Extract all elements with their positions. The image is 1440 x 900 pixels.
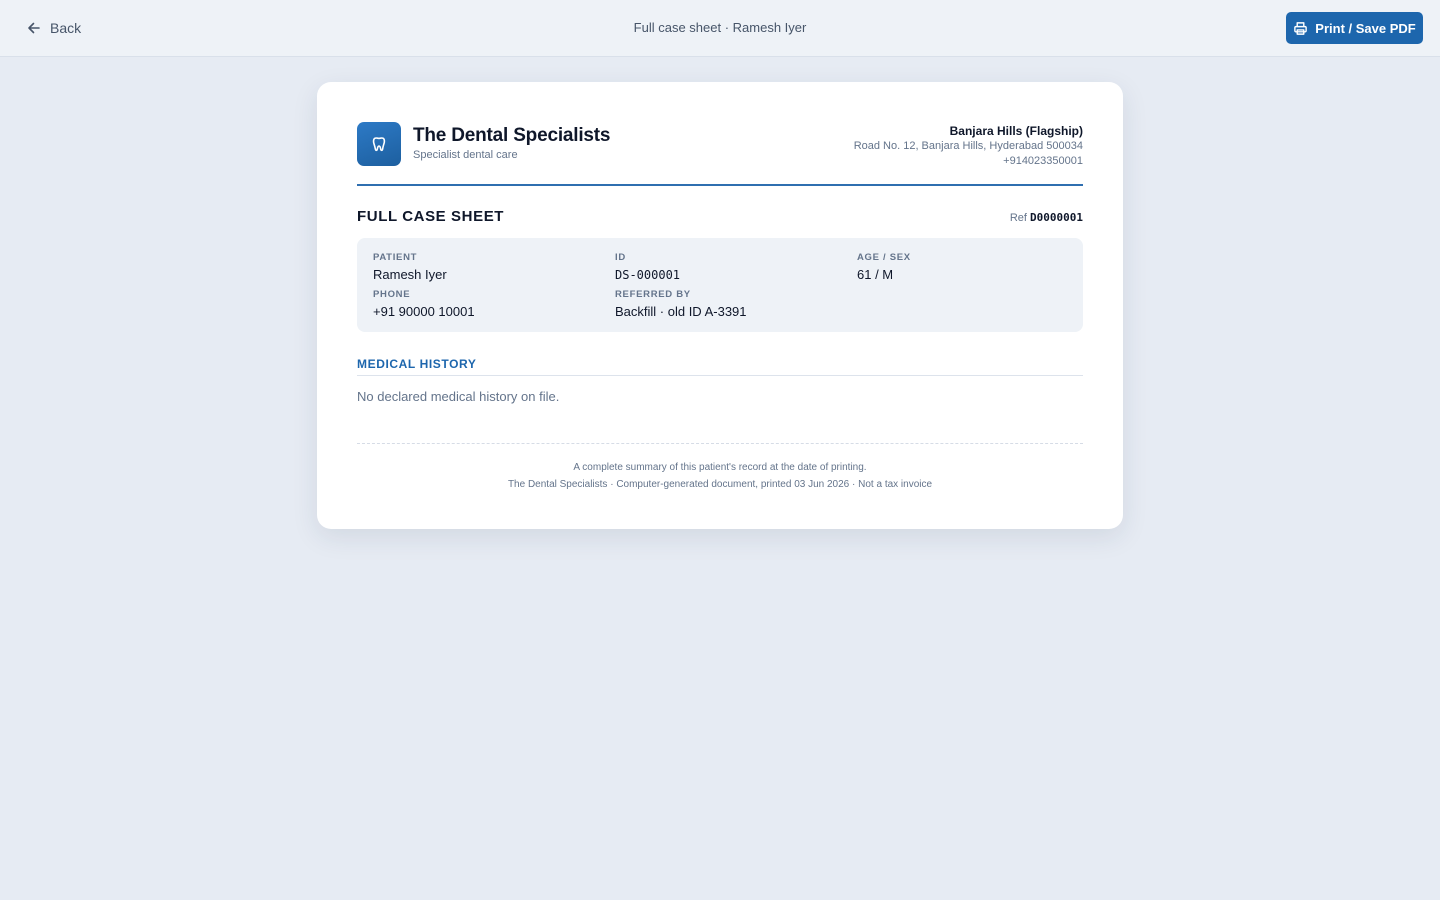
field-label: ID: [615, 252, 626, 263]
sheet-footer: [357, 443, 1083, 493]
brand-tagline: Specialist dental care: [413, 149, 518, 161]
clinic-phone: +914023350001: [1003, 155, 1083, 167]
document-title: FULL CASE SHEET: [357, 208, 505, 225]
reference-number: [1010, 211, 1083, 224]
clinic-address: Road No. 12, Banjara Hills, Hyderabad 500034: [853, 140, 1083, 152]
patient-info-panel: [357, 238, 1083, 332]
referred-by-field: [615, 289, 747, 321]
patient-id: DS-000001: [615, 268, 681, 282]
referred-by: Backfill · old ID A-3391: [615, 304, 747, 319]
brand-name: The Dental Specialists: [413, 125, 611, 146]
clinic-details: [854, 123, 1083, 169]
footer-summary: A complete summary of this patient's record at the date of printing.: [573, 462, 867, 473]
medical-history-heading: MEDICAL HISTORY: [357, 357, 1083, 376]
sheet-header: [357, 122, 1083, 186]
medical-history-text: No declared medical history on file.: [357, 389, 560, 404]
ref-label: Ref: [1009, 212, 1027, 224]
footer-disclaimer: The Dental Specialists · Computer-generated document, printed 03 Jun 2026 · Not a tax invoice: [507, 479, 933, 490]
patient-name-field: [373, 252, 447, 284]
field-label: REFERRED BY: [615, 289, 691, 300]
field-label: AGE / SEX: [857, 252, 911, 263]
printer-icon: [1293, 21, 1308, 36]
phone-field: [373, 289, 475, 321]
patient-id-field: [615, 252, 680, 284]
top-bar: [0, 0, 1440, 57]
age-sex-field: [857, 252, 911, 284]
document-title-row: [357, 186, 1083, 238]
patient-name: Ramesh Iyer: [373, 267, 447, 282]
print-button[interactable]: [1286, 12, 1423, 44]
tooth-icon: [372, 136, 386, 152]
case-sheet: [317, 82, 1123, 529]
clinic-name: Banjara Hills (Flagship): [949, 124, 1083, 138]
tooth-logo: [357, 122, 401, 166]
ref-value: D0000001: [1030, 211, 1083, 224]
page-title: Full case sheet · Ramesh Iyer: [633, 20, 807, 35]
field-label: PHONE: [373, 289, 411, 300]
patient-phone: +91 90000 10001: [373, 304, 475, 319]
print-label: Print / Save PDF: [1315, 20, 1416, 36]
back-label: Back: [50, 20, 82, 36]
age-sex: 61 / M: [857, 267, 894, 282]
field-label: PATIENT: [373, 252, 418, 263]
